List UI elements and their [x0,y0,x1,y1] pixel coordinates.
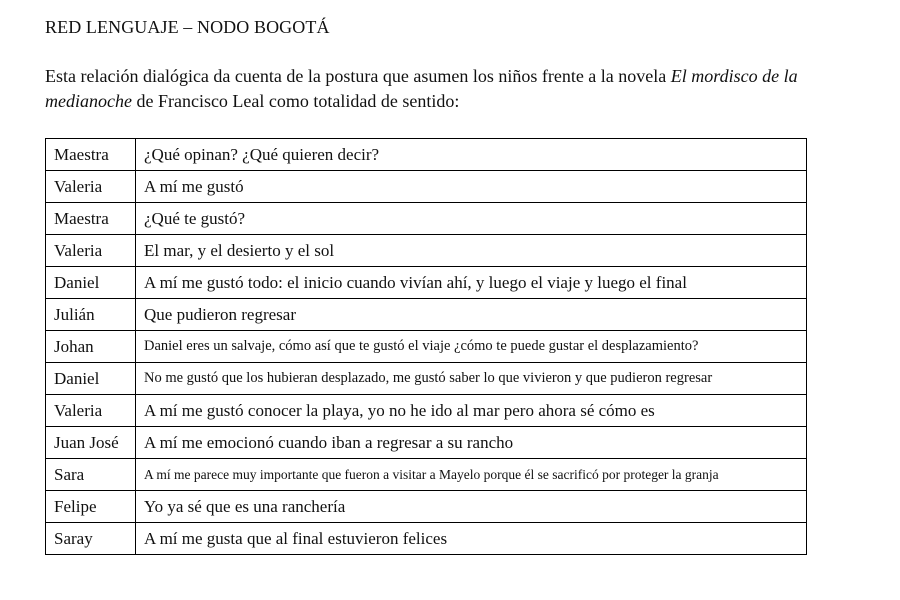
utterance-cell: No me gustó que los hubieran desplazado, me gustó saber lo que vivieron y que pudieron regresar [136,363,807,395]
utterance-cell: Yo ya sé que es una ranchería [136,491,807,523]
table-row [46,171,807,203]
utterance-cell: A mí me gustó todo: el inicio cuando vivían ahí, y luego el viaje y luego el final [136,267,807,299]
table-row [46,235,807,267]
speaker-cell: Felipe [46,491,136,523]
utterance-cell: A mí me emocionó cuando iban a regresar a su rancho [136,427,807,459]
speaker-cell: Julián [46,299,136,331]
utterance-cell: A mí me gustó [136,171,807,203]
utterance-cell: A mí me gusta que al final estuvieron felices [136,523,807,555]
table-row [46,299,807,331]
speaker-cell: Juan José [46,427,136,459]
table-row [46,363,807,395]
speaker-cell: Daniel [46,267,136,299]
document-header: RED LENGUAJE – NODO BOGOTÁ [45,17,330,37]
speaker-cell: Valeria [46,235,136,267]
speaker-cell: Sara [46,459,136,491]
utterance-cell: ¿Qué opinan? ¿Qué quieren decir? [136,139,807,171]
intro-paragraph [45,64,865,113]
utterance-cell: A mí me gustó conocer la playa, yo no he ido al mar pero ahora sé cómo es [136,395,807,427]
table-row [46,427,807,459]
table-row [46,459,807,491]
speaker-cell: Valeria [46,395,136,427]
utterance-cell: ¿Qué te gustó? [136,203,807,235]
utterance-cell: Daniel eres un salvaje, cómo así que te gustó el viaje ¿cómo te puede gustar el desplazamiento? [136,331,807,363]
speaker-cell: Saray [46,523,136,555]
table-row [46,395,807,427]
utterance-cell: A mí me parece muy importante que fueron a visitar a Mayelo porque él se sacrificó por proteger la granja [136,459,807,491]
novel-title: El mordisco de la medianoche [45,66,798,111]
utterance-cell: Que pudieron regresar [136,299,807,331]
table-row [46,203,807,235]
table-row [46,267,807,299]
table-row [46,523,807,555]
intro-text-after: de Francisco Leal como totalidad de sentido: [131,90,460,111]
speaker-cell: Valeria [46,171,136,203]
speaker-cell: Maestra [46,203,136,235]
table-row [46,139,807,171]
table-row [46,331,807,363]
speaker-cell: Daniel [46,363,136,395]
utterance-cell: El mar, y el desierto y el sol [136,235,807,267]
speaker-cell: Johan [46,331,136,363]
speaker-cell: Maestra [46,139,136,171]
dialogue-table [45,138,807,555]
intro-text-before: Esta relación dialógica da cuenta de la postura que asumen los niños frente a la novela [45,66,671,86]
table-row [46,491,807,523]
